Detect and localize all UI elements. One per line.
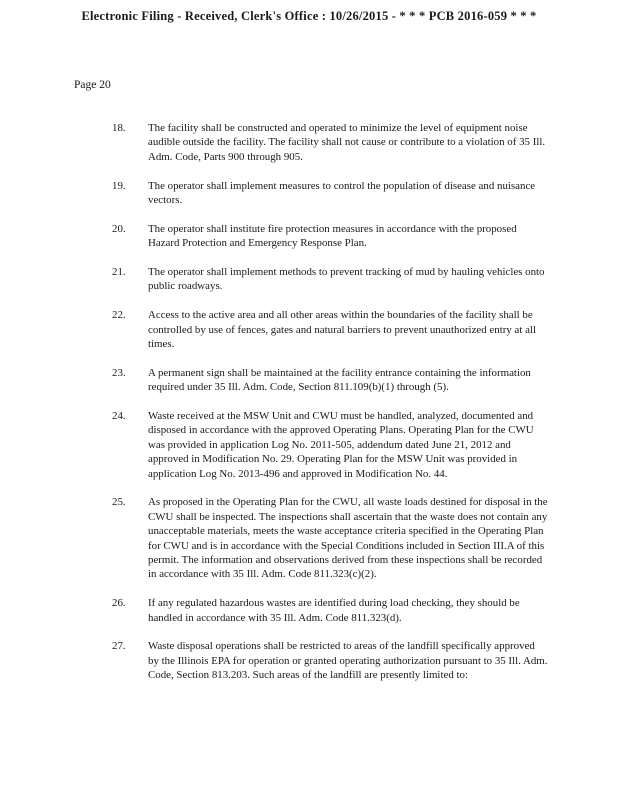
condition-item [112,639,548,682]
condition-item [112,179,548,208]
condition-text: A permanent sign shall be maintained at the facility entrance containing the information required under 35 Ill. Adm. Code, Section 811.109(b)(1) through (5). [148,366,531,394]
condition-number: 19. [112,179,126,192]
page-number: Page 20 [74,79,111,91]
condition-text: The operator shall institute fire protection measures in accordance with the proposed Hazard Protection and Emergency Response Plan. [148,222,517,250]
condition-number: 20. [112,222,126,235]
filing-header: Electronic Filing - Received, Clerk's Office : 10/26/2015 - * * * PCB 2016-059 * * * [81,9,537,23]
conditions-list [112,121,548,697]
condition-item [112,121,548,164]
condition-item [112,308,548,351]
condition-number: 26. [112,597,126,610]
condition-number: 22. [112,309,126,322]
condition-text: Waste disposal operations shall be restricted to areas of the landfill specifically approved by the Illinois EPA for operation or granted operating authorization pursuant to 35 Ill. Adm. Code, Section 813.203. Such areas of the landfill are presently limited to: [148,640,548,682]
condition-text: The operator shall implement methods to prevent tracking of mud by hauling vehicles onto public roadways. [148,266,545,293]
condition-item [112,265,548,294]
condition-number: 21. [112,266,126,279]
condition-number: 25. [112,496,126,509]
condition-item [112,409,548,481]
condition-text: The facility shall be constructed and operated to minimize the level of equipment noise audible outside the facility. The facility shall not cause or contribute to a violation of 35 Ill. Adm. Code, Parts 900 through 905. [148,122,546,163]
condition-item [112,495,548,581]
condition-number: 18. [112,122,126,134]
condition-text: As proposed in the Operating Plan for the CWU, all waste loads destined for disposal in the CWU shall be inspected. The inspections shall ascertain that the waste does not contain any unacceptable materials, meets the waste acceptance criteria specified in the Operating Plan for CWU and is in accordance with the Special Conditions included in Section III.A of this permit. The information and observations derived from these inspections shall be recorded in accordance with 35 Ill. Adm. Code 811.323(c)(2). [148,496,548,581]
condition-text: The operator shall implement measures to control the population of disease and nuisance vectors. [148,179,536,207]
condition-text: If any regulated hazardous wastes are identified during load checking, they should be handled in accordance with 35 Ill. Adm. Code 811.323(d). [148,597,520,624]
condition-text: Access to the active area and all other areas within the boundaries of the facility shall be controlled by use of fences, gates and natural barriers to prevent unauthorized entry at all times. [148,309,536,351]
condition-item [112,596,548,625]
condition-number: 24. [112,410,126,423]
condition-item [112,222,548,251]
condition-number: 23. [112,366,126,379]
condition-item [112,366,548,395]
condition-text: Waste received at the MSW Unit and CWU must be handled, analyzed, documented and disposed in accordance with the approved Operating Plans. Operating Plan for the CWU was provided in application Log No. 2011-505, addendum dated June 21, 2012 and approved in Modification No. 29. Operating Plan for the MSW Unit was provided in application Log No. 2013-496 and approved in Modification No. 44. [148,410,534,480]
condition-number: 27. [112,640,126,653]
